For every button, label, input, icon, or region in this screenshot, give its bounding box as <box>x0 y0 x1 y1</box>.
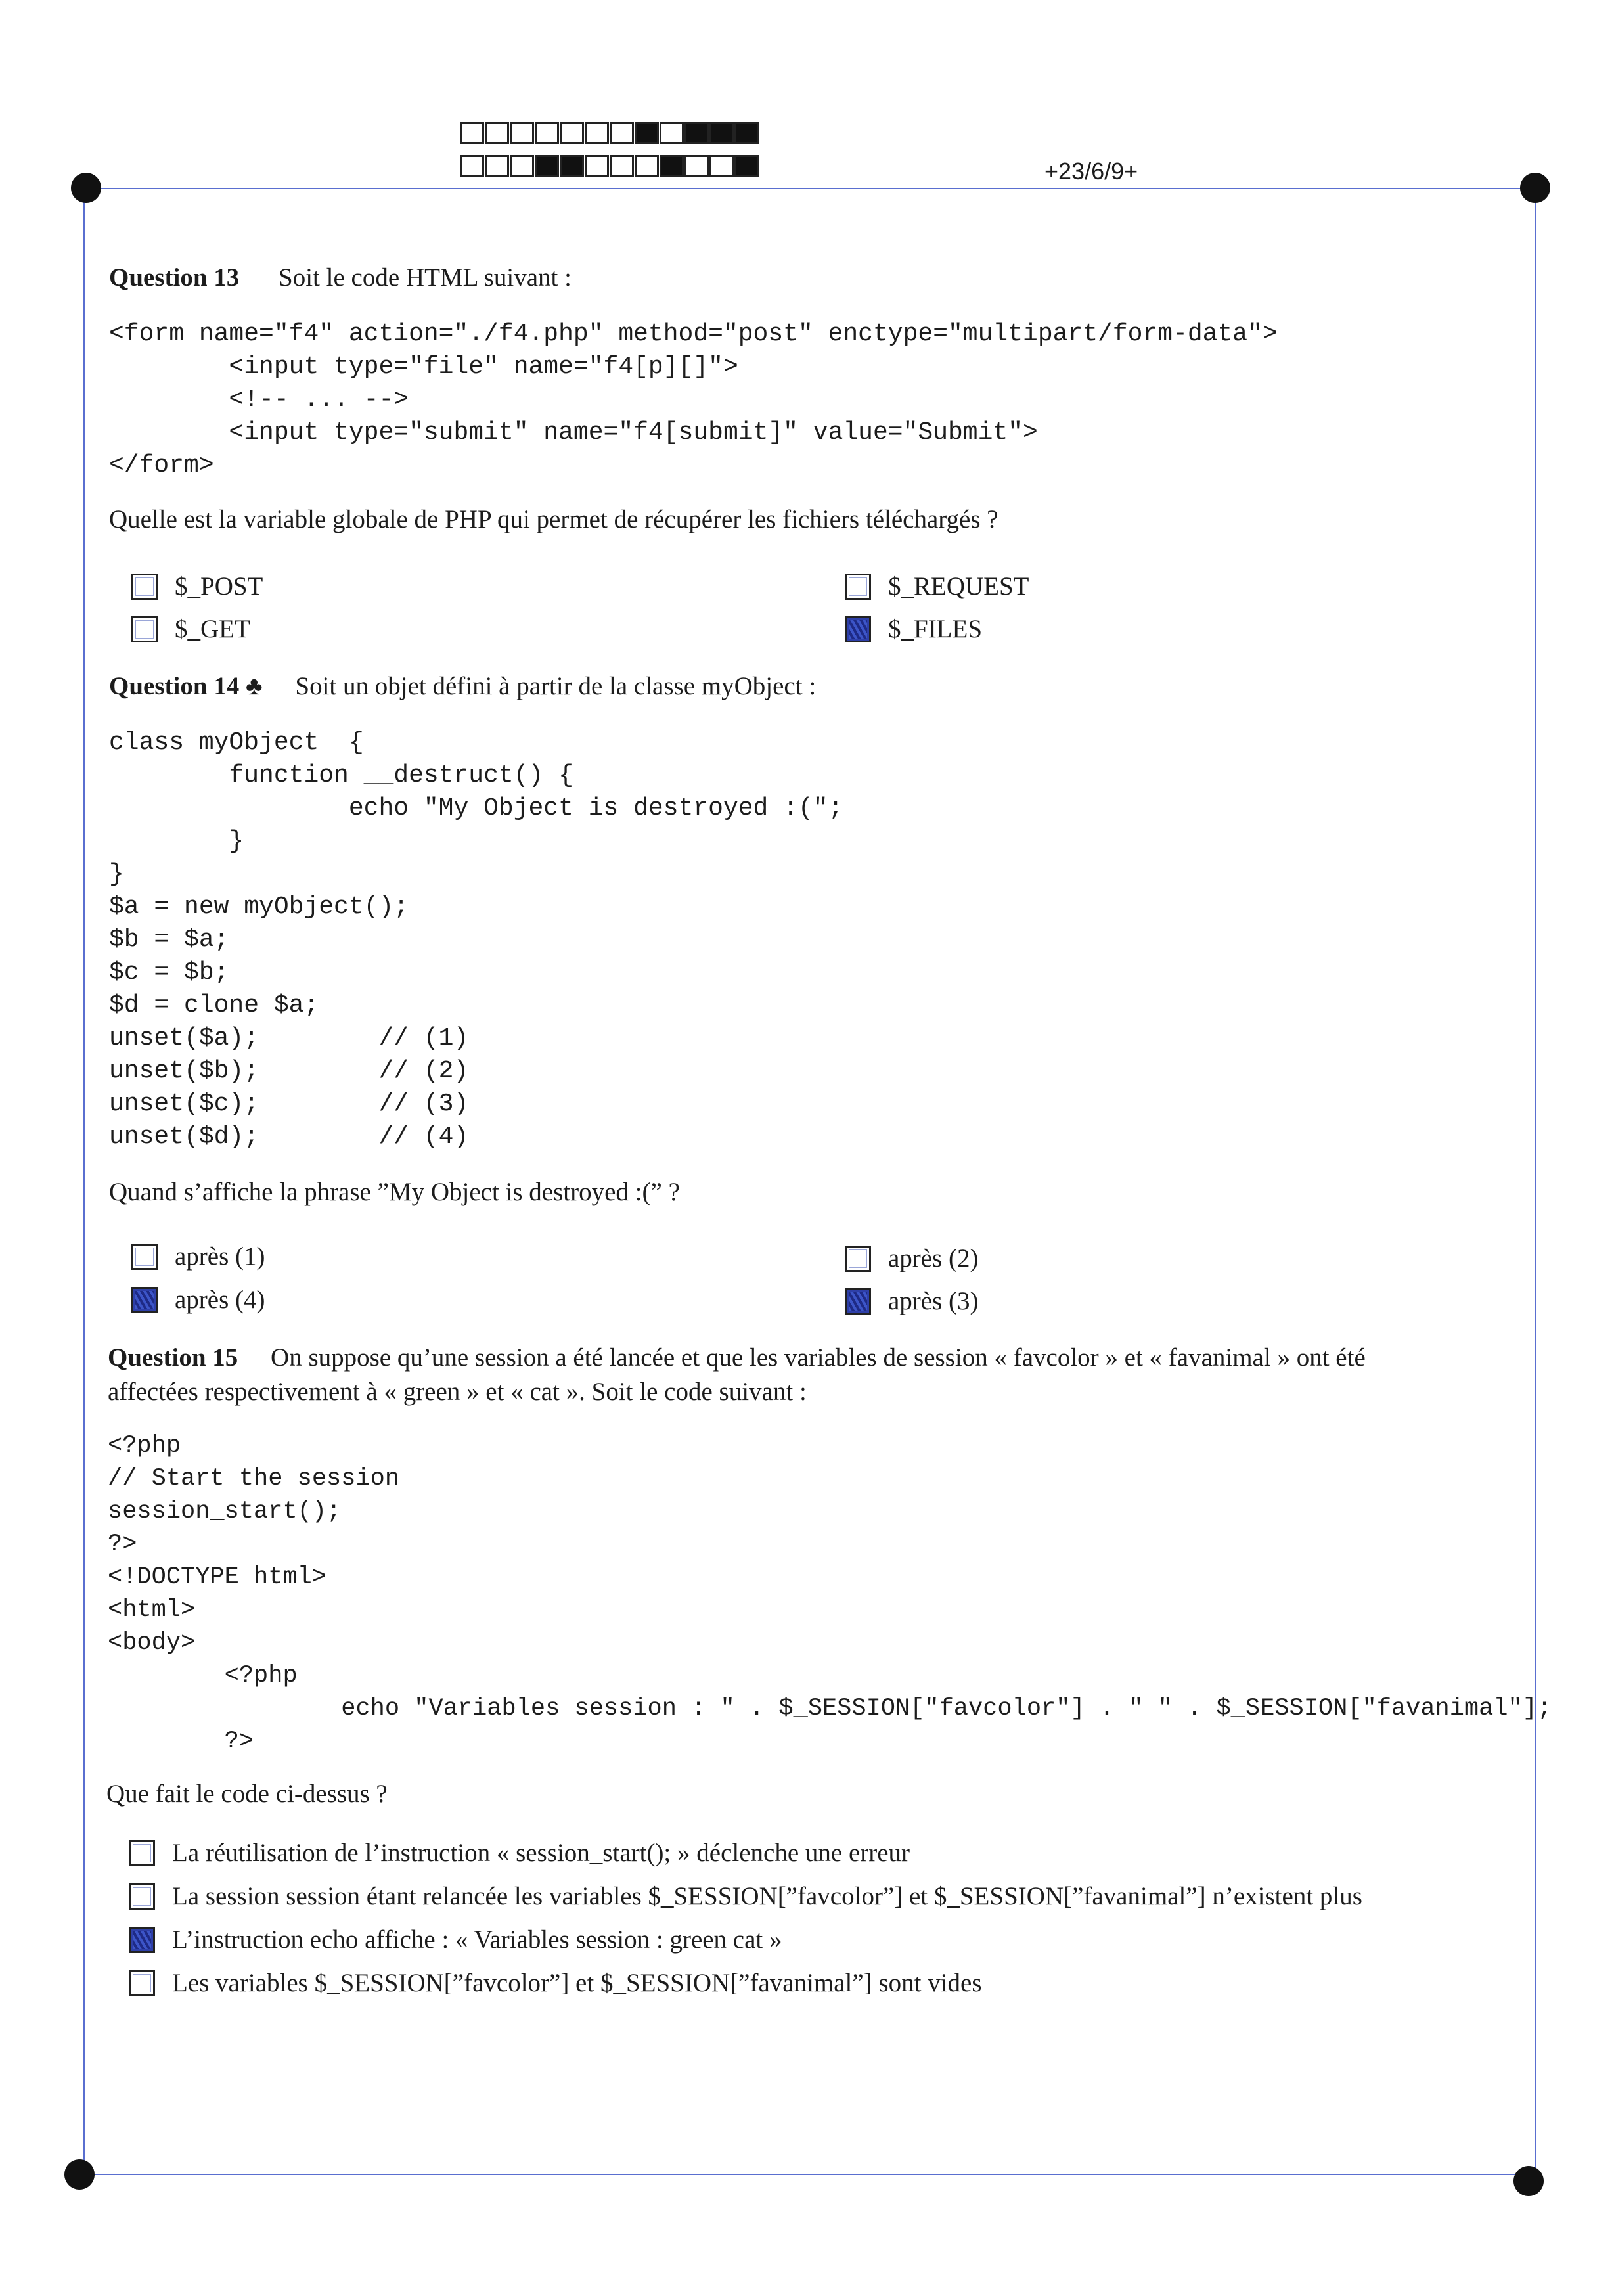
option-label: Les variables $_SESSION[”favcolor”] et $_SESSION[”favanimal”] sont vides <box>172 1969 982 1997</box>
code-line: <!-- ... --> <box>109 386 409 414</box>
code-line: class myObject { <box>109 729 364 757</box>
id-mark-cell <box>485 122 509 144</box>
code-line: <body> <box>108 1629 196 1657</box>
id-mark-cell <box>660 155 684 177</box>
id-mark-cell <box>734 122 759 144</box>
id-mark-cell <box>709 122 734 144</box>
question-13-prompt: Quelle est la variable globale de PHP qui permet de récupérer les fichiers téléchargés ? <box>109 505 998 533</box>
checkbox[interactable] <box>131 1244 158 1270</box>
question-15-intro-1: On suppose qu’une session a été lancée et que les variables de session « favcolor » et « favanimal » ont été <box>271 1343 1366 1372</box>
id-mark-cell <box>660 122 684 144</box>
code-line: <?php <box>108 1662 298 1690</box>
question-15-label: Question 15 <box>108 1343 238 1372</box>
corner-marker-bottom-right <box>1513 2166 1544 2196</box>
id-mark-cell <box>535 155 559 177</box>
page-id: +23/6/9+ <box>1044 158 1138 185</box>
id-mark-cell <box>709 155 734 177</box>
question-15-intro-2: affectées respectivement à « green » et « cat ». Soit le code suivant : <box>108 1378 807 1406</box>
option-label: La réutilisation de l’instruction « session_start(); » déclenche une erreur <box>172 1839 910 1867</box>
checkbox[interactable] <box>845 1246 871 1272</box>
q14-option-1[interactable] <box>131 1242 265 1271</box>
id-mark-cell <box>460 155 484 177</box>
question-13-title <box>109 263 572 292</box>
id-mark-cell <box>485 155 509 177</box>
q14-option-3[interactable] <box>845 1286 979 1316</box>
q13-option-post[interactable] <box>131 572 263 601</box>
checkbox[interactable] <box>845 1288 871 1315</box>
option-label: après (4) <box>175 1286 265 1314</box>
code-line: $a = new myObject(); <box>109 893 409 921</box>
id-mark-cell <box>635 122 659 144</box>
code-line: ?> <box>108 1728 254 1755</box>
checkbox[interactable] <box>131 1287 158 1313</box>
q14-option-2[interactable] <box>845 1244 979 1273</box>
option-label: après (3) <box>888 1287 979 1315</box>
code-line: function __destruct() { <box>109 761 573 790</box>
option-label: $_GET <box>175 615 250 643</box>
code-line: <input type="file" name="f4[p][]"> <box>109 353 738 381</box>
q15-option-2[interactable] <box>129 1881 1362 1911</box>
question-14-label: Question 14 <box>109 672 240 700</box>
id-mark-cell <box>460 122 484 144</box>
id-mark-cell <box>510 155 534 177</box>
id-mark-cell <box>684 155 709 177</box>
checkbox[interactable] <box>131 574 158 600</box>
option-label: $_POST <box>175 572 263 600</box>
code-line: // Start the session <box>108 1465 400 1493</box>
code-line: unset($d); // (4) <box>109 1123 469 1151</box>
club-icon: ♣ <box>246 672 263 700</box>
option-label: après (2) <box>888 1244 979 1272</box>
q15-option-4[interactable] <box>129 1968 982 1998</box>
code-line: unset($a); // (1) <box>109 1024 469 1052</box>
corner-marker-top-right <box>1520 173 1550 203</box>
code-line: echo "My Object is destroyed :("; <box>109 794 843 822</box>
option-label: $_FILES <box>888 615 983 643</box>
id-marks-row-1 <box>460 122 759 144</box>
id-mark-cell <box>585 155 609 177</box>
id-mark-cell <box>560 155 584 177</box>
code-line: } <box>109 827 244 855</box>
id-mark-cell <box>635 155 659 177</box>
question-14-prompt: Quand s’affiche la phrase ”My Object is destroyed :(” ? <box>109 1178 680 1206</box>
code-line: <!DOCTYPE html> <box>108 1564 327 1591</box>
code-line: $d = clone $a; <box>109 991 319 1020</box>
question-14-intro: Soit un objet défini à partir de la classe myObject : <box>295 672 817 700</box>
option-label: La session session étant relancée les variables $_SESSION[”favcolor”] et $_SESSION[”favanimal”] n’existent plus <box>172 1882 1362 1910</box>
id-marks-row-2 <box>460 155 759 177</box>
question-14-code <box>109 727 843 1154</box>
id-mark-cell <box>610 122 634 144</box>
question-13-code <box>109 318 1278 482</box>
id-mark-cell <box>535 122 559 144</box>
checkbox[interactable] <box>845 574 871 600</box>
option-label: $_REQUEST <box>888 572 1029 600</box>
corner-marker-bottom-left <box>64 2159 95 2190</box>
question-15-title <box>108 1343 1366 1372</box>
code-line: ?> <box>108 1531 137 1558</box>
option-label: après (1) <box>175 1242 265 1271</box>
code-line: <input type="submit" name="f4[submit]" value="Submit"> <box>109 418 1038 447</box>
q13-option-files[interactable] <box>845 614 982 644</box>
checkbox[interactable] <box>131 616 158 642</box>
checkbox[interactable] <box>129 1840 155 1866</box>
code-line: $b = $a; <box>109 926 229 954</box>
checkbox[interactable] <box>129 1970 155 1996</box>
id-mark-cell <box>684 122 709 144</box>
checkbox[interactable] <box>129 1927 155 1953</box>
corner-marker-top-left <box>71 173 101 203</box>
q15-option-1[interactable] <box>129 1838 910 1868</box>
code-line: $c = $b; <box>109 958 229 987</box>
code-line: } <box>109 860 124 888</box>
code-line: <?php <box>108 1432 181 1460</box>
question-13-label: Question 13 <box>109 263 240 292</box>
code-line: </form> <box>109 451 214 480</box>
option-label: L’instruction echo affiche : « Variables session : green cat » <box>172 1925 782 1954</box>
question-15-code <box>108 1429 1552 1758</box>
code-line: unset($c); // (3) <box>109 1090 469 1118</box>
id-mark-cell <box>734 155 759 177</box>
checkbox[interactable] <box>129 1883 155 1910</box>
code-line: session_start(); <box>108 1498 342 1525</box>
id-mark-cell <box>585 122 609 144</box>
code-line: <form name="f4" action="./f4.php" method="post" enctype="multipart/form-data"> <box>109 320 1278 348</box>
q14-option-4[interactable] <box>131 1285 265 1315</box>
q13-option-request[interactable] <box>845 572 1029 601</box>
question-14-title <box>109 671 816 701</box>
question-15-prompt: Que fait le code ci-dessus ? <box>106 1780 388 1808</box>
id-mark-cell <box>560 122 584 144</box>
q13-option-get[interactable] <box>131 614 250 644</box>
id-mark-cell <box>510 122 534 144</box>
q15-option-3[interactable] <box>129 1925 782 1954</box>
question-13-intro: Soit le code HTML suivant : <box>279 263 572 292</box>
checkbox[interactable] <box>845 616 871 642</box>
id-mark-cell <box>610 155 634 177</box>
code-line: echo "Variables session : " . $_SESSION["favcolor"] . " " . $_SESSION["favanimal"]; <box>108 1695 1552 1722</box>
code-line: unset($b); // (2) <box>109 1057 469 1085</box>
code-line: <html> <box>108 1596 196 1624</box>
